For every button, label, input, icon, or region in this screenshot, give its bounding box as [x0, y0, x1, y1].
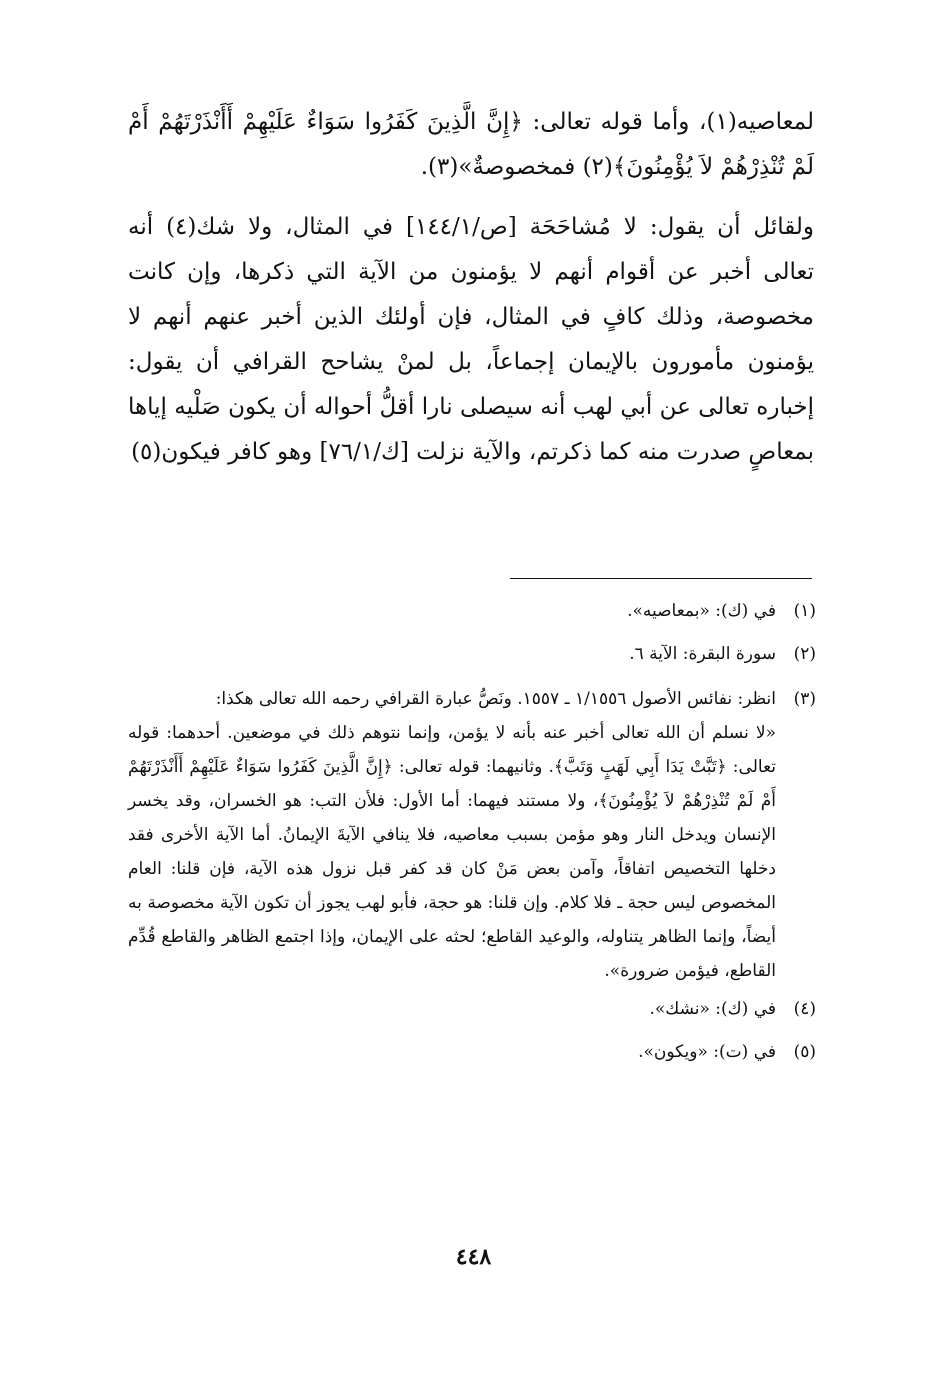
footnote-5	[128, 1037, 816, 1067]
footnote-quote: «لا نسلم أن الله تعالى أخبر عنه بأنه لا يؤمن، وإنما نتوهم ذلك في موضعين. أحدهما: قوله تعالى: ﴿تَبَّتْ يَدَا أَبِي لَهَبٍ وَتَبَّ﴾. وثانيهما: قوله تعالى: ﴿إِنَّ الَّذِينَ كَفَرُوا سَوَاءٌ عَلَيْهِمْ أَأَنْذَرْتَهُمْ أَمْ لَمْ تُنْذِرْهُمْ لاَ يُؤْمِنُونَ﴾، ولا مستند فيهما: أما الأول: فلأن التب: هو الخسران، وقد يخسر الإنسان ويدخل النار وهو مؤمن بسبب معاصيه، فلا ينافي الآيةَ الإيمانُ. أما الآية الأخرى فقد دخلها التخصيص اتفاقاً، وآمن بعض مَنْ كان قد كفر قبل نزول هذه الآية، فإن قلنا: العام المخصوص ليس حجة ـ فلا كلام. وإن قلنا: هو حجة، فأبو لهب يجوز أن تكون الآية مخصوصة به أيضاً، وإنما الظاهر يتناوله، والوعيد القاطع؛ لحثه على الإيمان، وإذا اجتمع الظاهر والقاطع قُدِّم القاطع، فيؤمن ضرورة».	[128, 723, 776, 981]
footnote-text: سورة البقرة: الآية ٦.	[629, 644, 776, 664]
footnote-divider	[510, 578, 812, 579]
main-text	[128, 100, 814, 475]
footnote-number: (٣)	[793, 689, 816, 709]
footnotes	[128, 596, 816, 1080]
footnote-4	[128, 994, 816, 1024]
footnote-number: (٤)	[793, 999, 816, 1019]
footnote-number: (١)	[793, 601, 816, 621]
main-paragraph-1: لمعاصيه(١)، وأما قوله تعالى: ﴿إِنَّ الَّذِينَ كَفَرُوا سَوَاءٌ عَلَيْهِمْ أَأَنْذَرْتَهُمْ أَمْ لَمْ تُنْذِرْهُمْ لاَ يُؤْمِنُونَ﴾(٢) فمخصوصةٌ»(٣).	[128, 109, 814, 180]
main-paragraph-2: ولقائل أن يقول: لا مُشاحَحَة [ص/١٤٤/١] في المثال، ولا شك(٤) أنه تعالى أخبر عن أقوام أنهم لا يؤمنون من الآية التي ذكرها، وإن كانت مخصوصة، وذلك كافٍ في المثال، فإن أولئك الذين أخبر عنهم أنهم لا يؤمنون مأمورون بالإيمان إجماعاً، بل لمنْ يشاحح القرافي أن يقول: إخباره تعالى عن أبي لهب أنه سيصلى نارا أقلُّ أحواله أن يكون صَلْيه إياها بمعاصٍ صدرت منه كما ذكرتم، والآية نزلت [ك/٧٦/١] وهو كافر فيكون(٥)	[128, 214, 815, 465]
footnote-text: في (ك): «بمعاصيه».	[627, 601, 776, 621]
footnote-text: في (ت): «ويكون».	[638, 1042, 776, 1062]
footnote-3	[128, 682, 816, 988]
footnote-number: (٢)	[793, 644, 816, 664]
footnote-line: انظر: نفائس الأصول ١/١٥٥٦ ـ ١٥٥٧. ونَصُّ عبارة القرافي رحمه الله تعالى هكذا:	[215, 689, 776, 709]
footnote-2	[128, 639, 816, 669]
footnote-number: (٥)	[793, 1042, 816, 1062]
page-number: ٤٤٨	[455, 1244, 492, 1270]
footnote-text	[128, 682, 776, 988]
footnote-1	[128, 596, 816, 626]
footnote-text: في (ك): «نشك».	[649, 999, 776, 1019]
